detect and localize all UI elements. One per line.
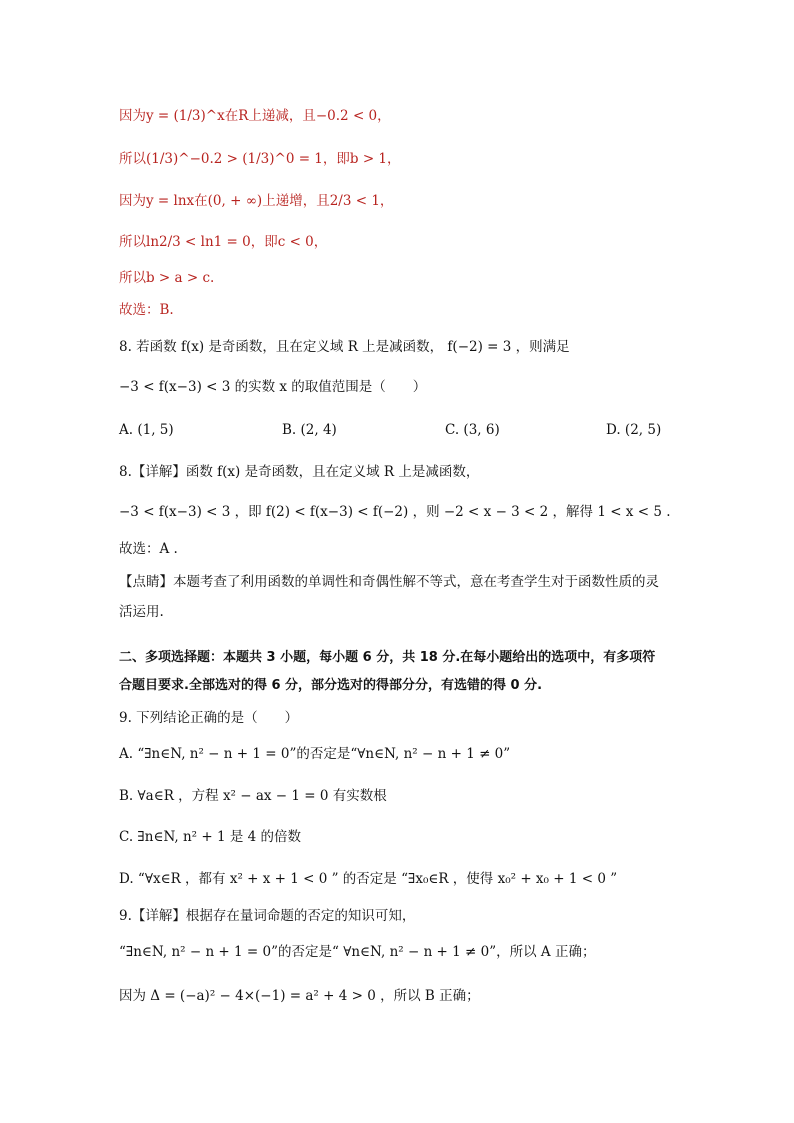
question-8-stem: 8. 若函数 f(x) 是奇函数，且在定义域 R 上是减函数， f(−2) = 3 ，则满足 [119, 339, 570, 355]
answer-8-comment-1: 【点睛】本题考查了利用函数的单调性和奇偶性解不等式，意在考查学生对于函数性质的灵 [119, 574, 659, 590]
question-9-option-a: A. “∃n∈N, n² − n + 1 = 0”的否定是“∀n∈N, n² − n + 1 ≠ 0” [119, 746, 511, 762]
solution-line-4: 所以ln2/3 < ln1 = 0，即c < 0， [119, 234, 328, 250]
solution-line-1: 因为y = (1/3)^x在R上递减，且−0.2 < 0， [119, 108, 391, 124]
answer-9-line-1: 9.【详解】根据存在量词命题的否定的知识可知， [119, 908, 416, 924]
question-8-option-b: B. (2, 4) [282, 422, 337, 438]
section-2-heading-2: 合题目要求.全部选对的得 6 分，部分选对的得部分分，有选错的得 0 分. [119, 678, 543, 693]
answer-9-line-3: 因为 Δ = (−a)² − 4×(−1) = a² + 4 > 0 ，所以 B 正确； [119, 988, 480, 1004]
question-8-option-a: A. (1, 5) [119, 422, 174, 438]
answer-8-choice: 故选：A . [119, 541, 178, 557]
solution-line-3: 因为y = lnx在(0, + ∞)上递增，且2/3 < 1， [119, 193, 394, 209]
solution-line-2: 所以(1/3)^−0.2 > (1/3)^0 = 1，即b > 1， [119, 151, 401, 167]
solution-answer: 故选：B. [119, 302, 174, 318]
answer-8-line-2: −3 < f(x−3) < 3 ，即 f(2) < f(x−3) < f(−2) ，则 −2 < x − 3 < 2 ，解得 1 < x < 5 . [119, 504, 671, 520]
question-9-option-d: D. “∀x∈R ，都有 x² + x + 1 < 0 ” 的否定是 “∃x₀∈R ，使得 x₀² + x₀ + 1 < 0 ” [119, 871, 618, 887]
question-8-option-c: C. (3, 6) [445, 422, 500, 438]
answer-8-line-1: 8.【详解】函数 f(x) 是奇函数，且在定义域 R 上是减函数， [119, 464, 480, 480]
answer-9-line-2: “∃n∈N, n² − n + 1 = 0”的否定是“ ∀n∈N, n² − n + 1 ≠ 0”，所以 A 正确； [119, 944, 596, 960]
question-9-stem: 9. 下列结论正确的是（ ） [119, 710, 299, 726]
question-8-stem-2: −3 < f(x−3) < 3 的实数 x 的取值范围是（ ） [119, 379, 427, 395]
question-8-option-d: D. (2, 5) [606, 422, 662, 438]
question-9-option-c: C. ∃n∈N, n² + 1 是 4 的倍数 [119, 829, 302, 845]
answer-8-comment-2: 活运用. [119, 604, 164, 620]
section-2-heading-1: 二、多项选择题：本题共 3 小题，每小题 6 分，共 18 分.在每小题给出的选项中，有多项符 [119, 650, 656, 665]
solution-line-5: 所以b > a > c. [119, 270, 215, 286]
question-9-option-b: B. ∀a∈R ，方程 x² − ax − 1 = 0 有实数根 [119, 788, 387, 804]
